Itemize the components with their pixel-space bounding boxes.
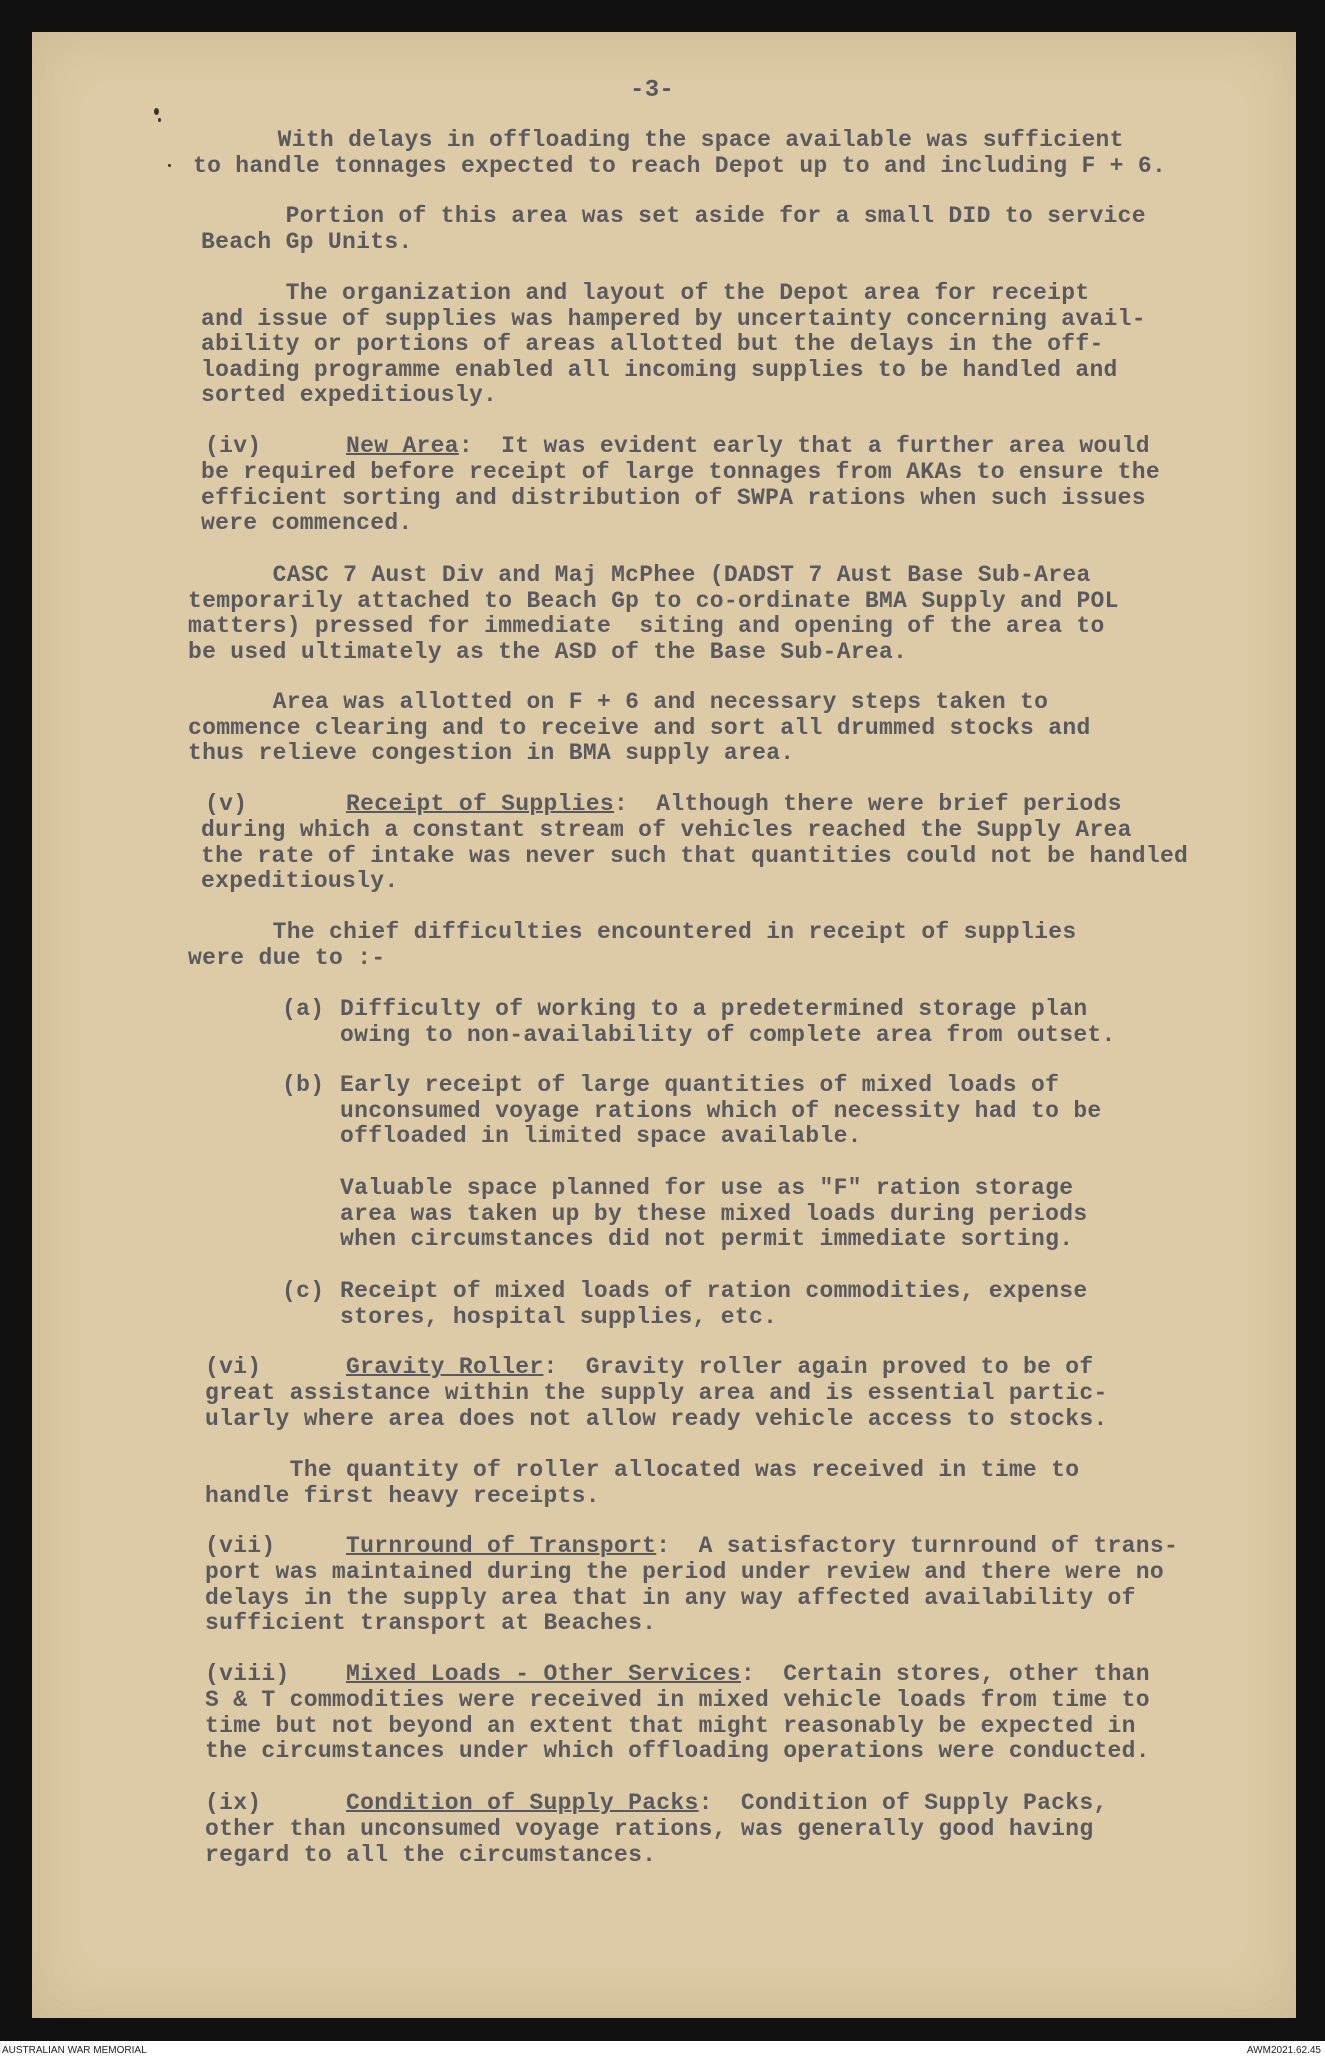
section-v-number: (v): [205, 791, 248, 817]
section-vi-first-line: [205, 1355, 1093, 1381]
section-iv-heading: New Area: [346, 433, 459, 459]
page-number: -3-: [630, 77, 675, 104]
section-v-first-line: [205, 792, 1122, 818]
paragraph-casc-mcphee: CASC 7 Aust Div and Maj McPhee (DADST 7 Aust Base Sub-Area temporarily attached to Beach Gp to co-ordinate BMA Supply and POL matters) pressed for immediate siting and opening of the area to be used ultimately as the ASD of the Base Sub-Area.: [188, 562, 1119, 665]
section-vii-body: port was maintained during the period under review and there were no delays in the supply area that in any way affected availability of sufficient transport at Beaches.: [205, 1559, 1164, 1637]
footer-institution: AUSTRALIAN WAR MEMORIAL: [2, 2045, 147, 2056]
section-vii-first-line: [205, 1534, 1178, 1560]
section-vii-heading: Turnround of Transport: [346, 1533, 657, 1559]
paragraph-offloading-space: With delays in offloading the space available was sufficient to handle tonnages expected to reach Depot up to and including F + 6.: [193, 127, 1167, 179]
section-viii-body: S & T commodities were received in mixed vehicle loads from time to time but not beyond an extent that might reasonably be expected in the circumstances under which offloading operations were conducted.: [205, 1687, 1150, 1765]
footer-reference: AWM2021.62.45: [1246, 2045, 1321, 2056]
paragraph-depot-layout: The organization and layout of the Depot area for receipt and issue of supplies was hampered by uncertainty concerning avail- ability or portions of areas allotted but the delays in the off- loading programme enabled all incoming supplies to be handled and sorted expeditiously.: [201, 280, 1146, 409]
paragraph-small-did: Portion of this area was set aside for a small DID to service Beach Gp Units.: [201, 203, 1146, 255]
paragraph-roller-quantity: The quantity of roller allocated was received in time to handle first heavy receipts.: [205, 1457, 1080, 1509]
section-ix-number: (ix): [205, 1790, 262, 1816]
ink-speck: [158, 118, 161, 122]
section-ix-lead: : Condition of Supply Packs,: [698, 1790, 1108, 1816]
item-a-label: (a): [282, 996, 325, 1022]
section-iv-number: (iv): [205, 433, 262, 459]
archive-footer: [0, 2041, 1325, 2061]
ink-speck: [154, 108, 159, 115]
item-c-text: Receipt of mixed loads of ration commodities, expense stores, hospital supplies, etc.: [340, 1278, 1088, 1330]
section-iv-lead: : It was evident early that a further area would: [458, 433, 1150, 459]
item-b-text: Early receipt of large quantities of mixed loads of unconsumed voyage rations which of necessity had to be offloaded in limited space available.: [340, 1072, 1102, 1150]
item-b-label: (b): [282, 1072, 325, 1098]
section-vii-number: (vii): [205, 1533, 276, 1559]
section-ix-first-line: [205, 1791, 1108, 1817]
item-b-note: Valuable space planned for use as "F" ration storage area was taken up by these mixed loads during periods when circumstances did not permit immediate sorting.: [340, 1175, 1088, 1253]
section-vi-lead: : Gravity roller again proved to be of: [543, 1354, 1094, 1380]
section-v-heading: Receipt of Supplies: [346, 791, 614, 817]
section-v-lead: : Although there were brief periods: [613, 791, 1122, 817]
section-ix-heading: Condition of Supply Packs: [346, 1790, 699, 1816]
section-ix-body: other than unconsumed voyage rations, was generally good having regard to all the circumstances.: [205, 1816, 1094, 1868]
item-c-label: (c): [282, 1278, 325, 1304]
section-viii-heading: Mixed Loads - Other Services: [346, 1661, 741, 1687]
section-viii-number: (viii): [205, 1661, 290, 1687]
ink-speck: [168, 164, 171, 167]
section-iv-body: be required before receipt of large tonnages from AKAs to ensure the efficient sorting and distribution of SWPA rations when such issues were commenced.: [201, 459, 1160, 537]
section-viii-first-line: [205, 1662, 1150, 1688]
section-viii-lead: : Certain stores, other than: [740, 1661, 1150, 1687]
section-iv-first-line: [205, 434, 1150, 460]
section-v-body: during which a constant stream of vehicles reached the Supply Area the rate of intake was never such that quantities could not be handled expeditiously.: [201, 817, 1189, 895]
section-vi-body: great assistance within the supply area and is essential partic- ularly where area does not allow ready vehicle access to stocks.: [205, 1380, 1108, 1432]
item-a-text: Difficulty of working to a predetermined storage plan owing to non-availability of complete area from outset.: [340, 996, 1116, 1048]
section-vi-heading: Gravity Roller: [346, 1354, 544, 1380]
paragraph-area-allotted: Area was allotted on F + 6 and necessary steps taken to commence clearing and to receive and sort all drummed stocks and thus relieve congestion in BMA supply area.: [188, 689, 1091, 767]
paragraph-chief-difficulties: The chief difficulties encountered in receipt of supplies were due to :-: [188, 919, 1077, 971]
section-vii-lead: : A satisfactory turnround of trans-: [656, 1533, 1179, 1559]
section-vi-number: (vi): [205, 1354, 262, 1380]
